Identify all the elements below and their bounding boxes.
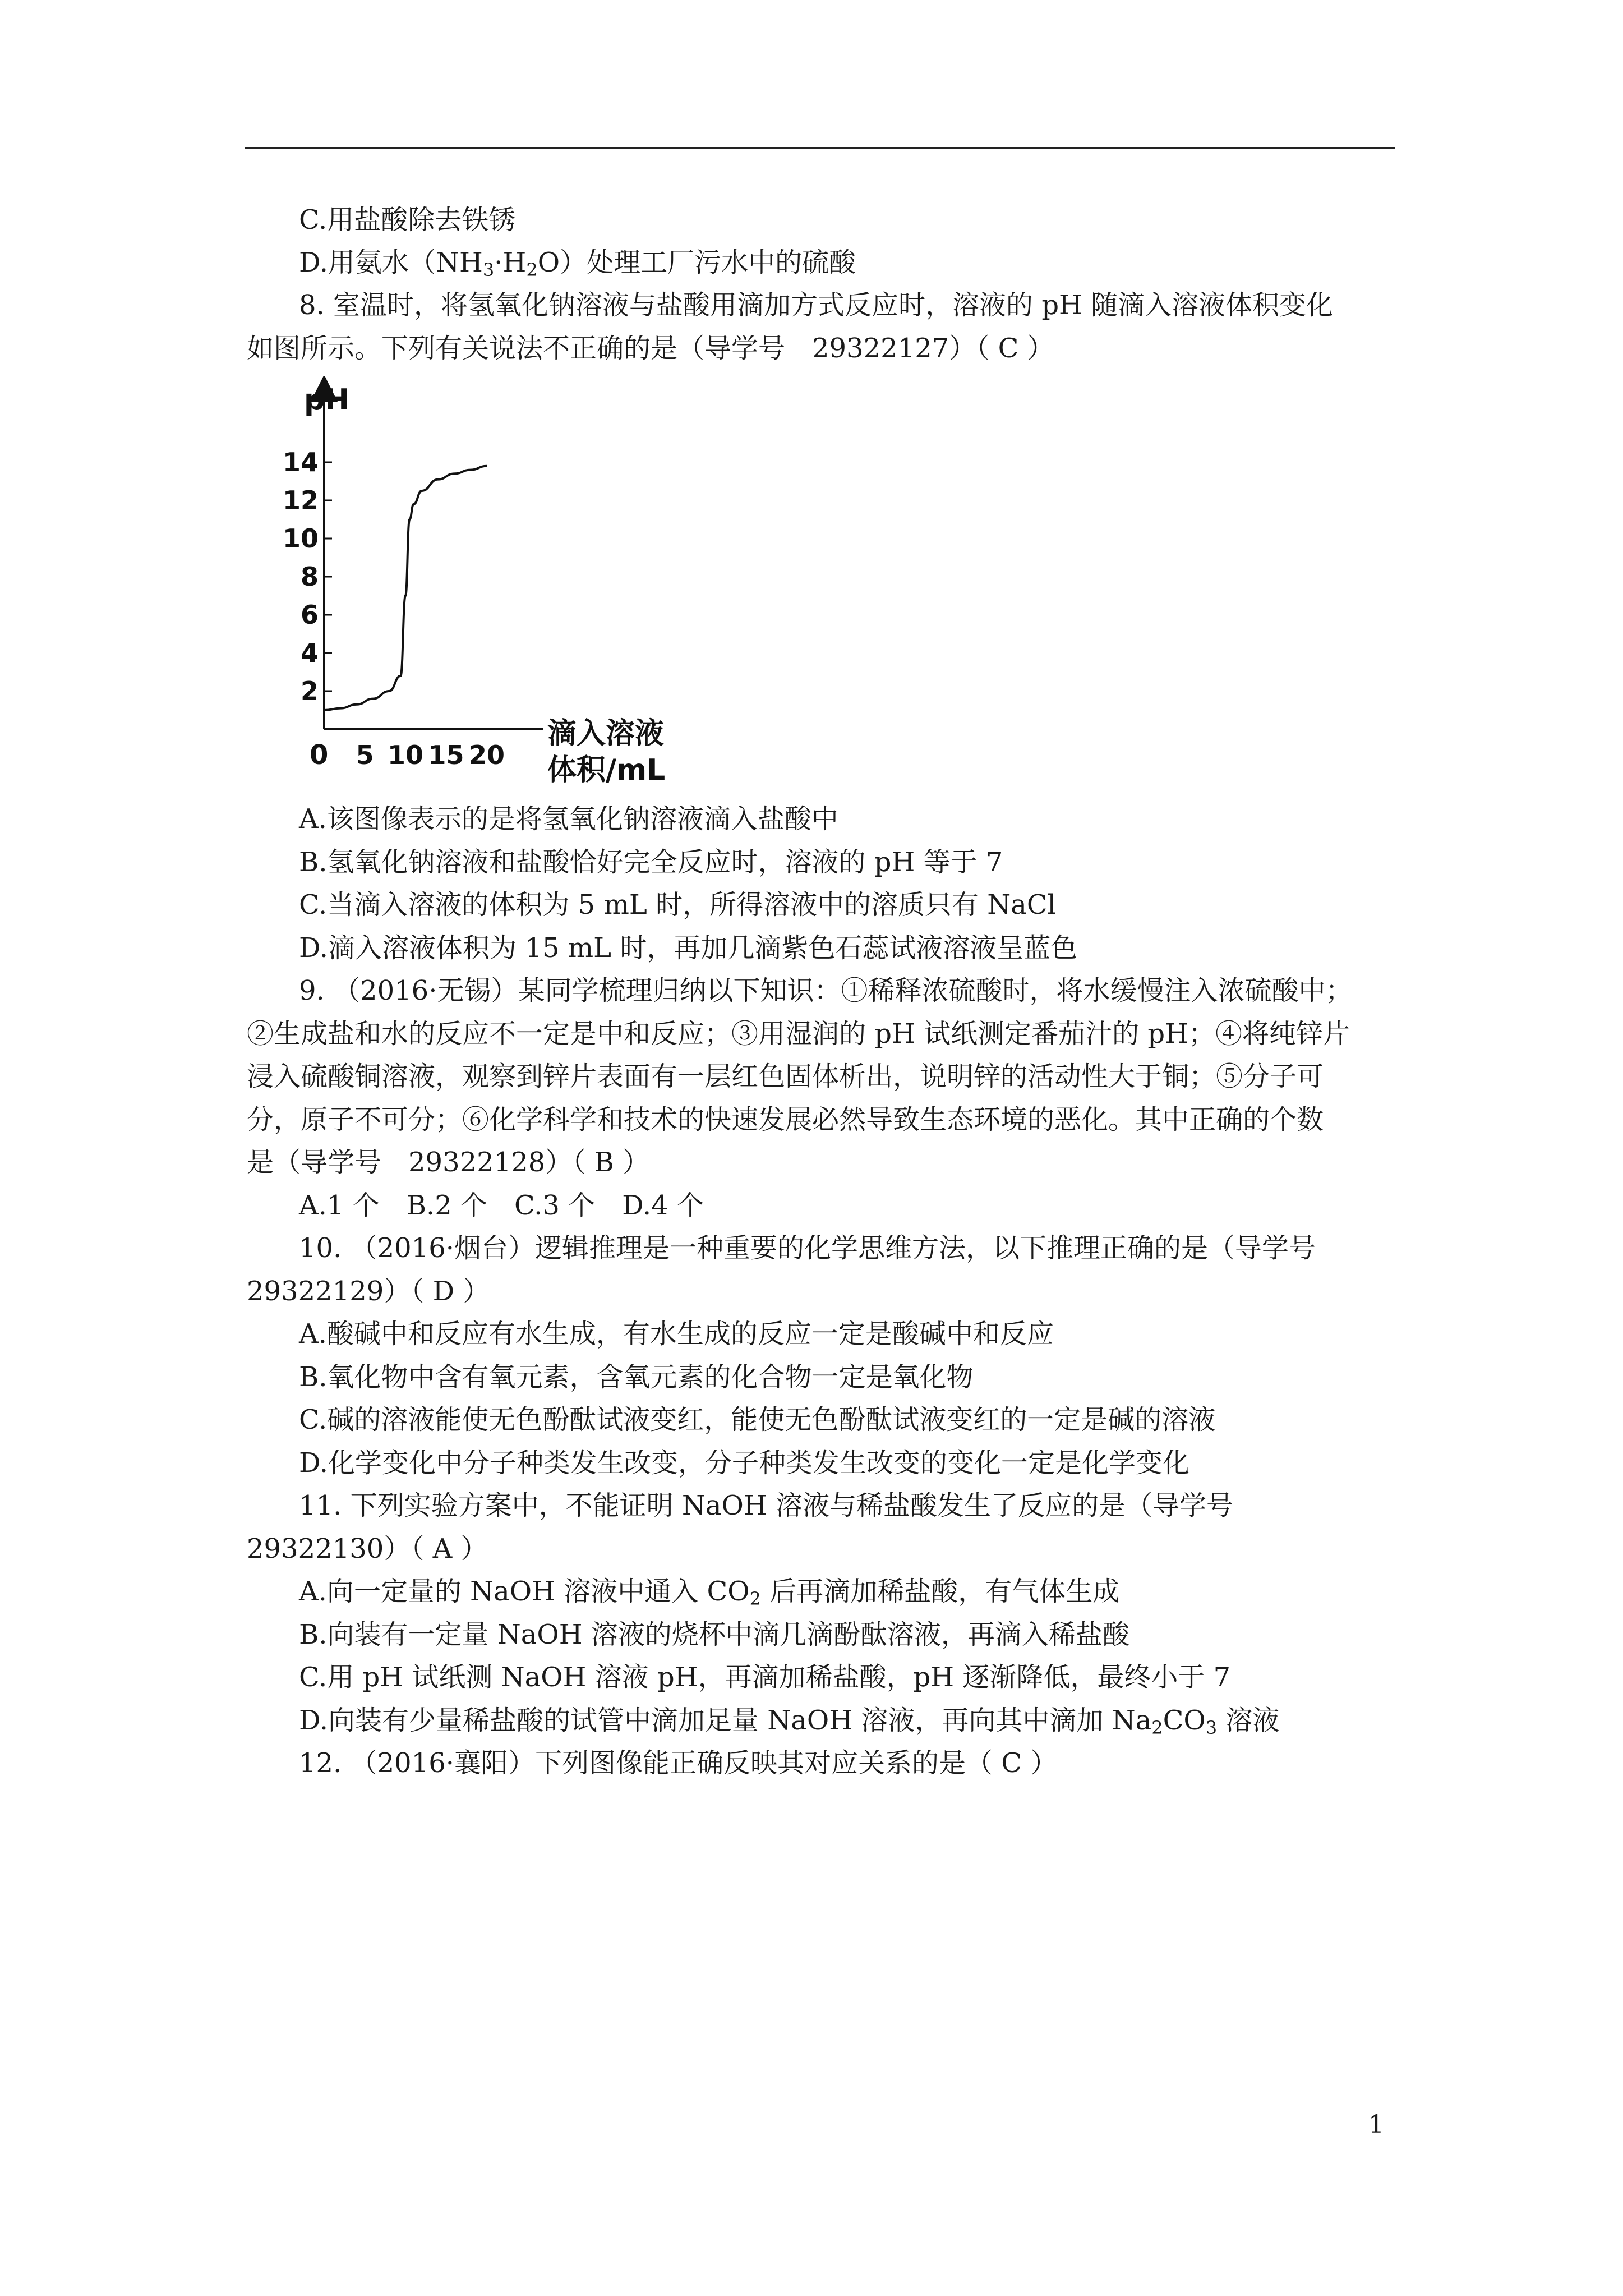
question-9-stem-5: 是（导学号 29322128）（ B ） — [247, 1147, 650, 1178]
option-c-q10: C.碱的溶液能使无色酚酞试液变红，能使无色酚酞试液变红的一定是碱的溶液 — [299, 1404, 1216, 1435]
option-d-q10: D.化学变化中分子种类发生改变，分子种类发生改变的变化一定是化学变化 — [299, 1447, 1190, 1479]
question-9-stem-3: 浸入硫酸铜溶液，观察到锌片表面有一层红色固体析出，说明锌的活动性大于铜；⑤分子可 — [247, 1061, 1324, 1092]
question-8-stem-cont: 如图所示。下列有关说法不正确的是（导学号 29322127）（ C ） — [247, 333, 1054, 364]
option-a-q10: A.酸碱中和反应有水生成，有水生成的反应一定是酸碱中和反应 — [299, 1318, 1054, 1350]
option-a-q8: A.该图像表示的是将氢氧化钠溶液滴入盐酸中 — [299, 803, 838, 835]
question-9-stem-4: 分，原子不可分；⑥化学科学和技术的快速发展必然导致生态环境的恶化。其中正确的个数 — [247, 1104, 1324, 1135]
y-tick-label: 12 — [282, 485, 319, 516]
header-rule — [245, 147, 1395, 149]
question-8-stem: 8. 室温时，将氢氧化钠溶液与盐酸用滴加方式反应时，溶液的 pH 随滴入溶液体积变化 — [299, 289, 1334, 321]
option-d-q8: D.滴入溶液体积为 15 mL 时，再加几滴紫色石蕊试液溶液呈蓝色 — [299, 932, 1078, 964]
x-axis-label-line2: 体积/mL — [547, 753, 666, 787]
x-tick-label: 15 — [428, 740, 464, 770]
ph-curve — [324, 466, 487, 710]
y-tick-label: 14 — [282, 447, 319, 477]
option-b-q8: B.氢氧化钠溶液和盐酸恰好完全反应时，溶液的 pH 等于 7 — [299, 846, 1003, 878]
y-axis-label: pH — [304, 383, 349, 417]
y-tick-label: 6 — [300, 600, 319, 630]
option-b-q10: B.氧化物中含有氧元素，含氧元素的化合物一定是氧化物 — [299, 1361, 974, 1393]
option-c-q11: C.用 pH 试纸测 NaOH 溶液 pH，再滴加稀盐酸，pH 逐渐降低，最终小于 7 — [299, 1662, 1231, 1693]
page-number: 1 — [1368, 2110, 1384, 2139]
question-11-stem: 11. 下列实验方案中，不能证明 NaOH 溶液与稀盐酸发生了反应的是（导学号 — [299, 1490, 1233, 1521]
option-b-q11: B.向装有一定量 NaOH 溶液的烧杯中滴几滴酚酞溶液，再滴入稀盐酸 — [299, 1619, 1129, 1650]
question-12-stem: 12. （2016·襄阳）下列图像能正确反映其对应关系的是（ C ） — [299, 1747, 1058, 1779]
y-tick-label: 4 — [300, 638, 319, 668]
y-tick-label: 10 — [282, 523, 319, 554]
question-10-stem: 10. （2016·烟台）逻辑推理是一种重要的化学思维方法，以下推理正确的是（导学号 — [299, 1232, 1316, 1264]
option-c-q8: C.当滴入溶液的体积为 5 mL 时，所得溶液中的溶质只有 NaCl — [299, 889, 1056, 921]
origin-label: 0 — [310, 739, 329, 771]
question-10-stem-2: 29322129）（ D ） — [247, 1276, 490, 1307]
y-tick-label: 8 — [300, 562, 319, 592]
option-d-q7: D.用氨水$(NH_3\cdot H_2O)$处理工厂污水中的硫酸 — [299, 247, 856, 280]
y-tick-label: 2 — [300, 676, 319, 706]
x-tick-label: 5 — [356, 740, 374, 770]
ph-chart — [280, 376, 707, 791]
x-axis-label-line1: 滴入溶液 — [547, 717, 665, 751]
question-11-stem-2: 29322130）（ A ） — [247, 1533, 488, 1565]
option-d-q11: D.向装有少量稀盐酸的试管中滴加足量 NaOH 溶液，再向其中滴加 $Na_2CO_3$ 溶液 — [299, 1705, 1280, 1738]
question-9-stem-2: ②生成盐和水的反应不一定是中和反应；③用湿润的 pH 试纸测定番茄汁的 pH；④将纯锌片 — [247, 1018, 1350, 1050]
x-tick-label: 10 — [387, 740, 424, 770]
question-9-stem: 9. （2016·无锡）某同学梳理归纳以下知识：①稀释浓硫酸时，将水缓慢注入浓硫酸中； — [299, 975, 1353, 1006]
option-c-q7: C.用盐酸除去铁锈 — [299, 204, 516, 236]
x-tick-label: 20 — [468, 740, 505, 770]
option-a-q11: A.向一定量的 NaOH 溶液中通入 $CO_2$ 后再滴加稀盐酸，有气体生成 — [299, 1576, 1120, 1609]
question-9-options: A.1 个 B.2 个 C.3 个 D.4 个 — [299, 1190, 704, 1221]
